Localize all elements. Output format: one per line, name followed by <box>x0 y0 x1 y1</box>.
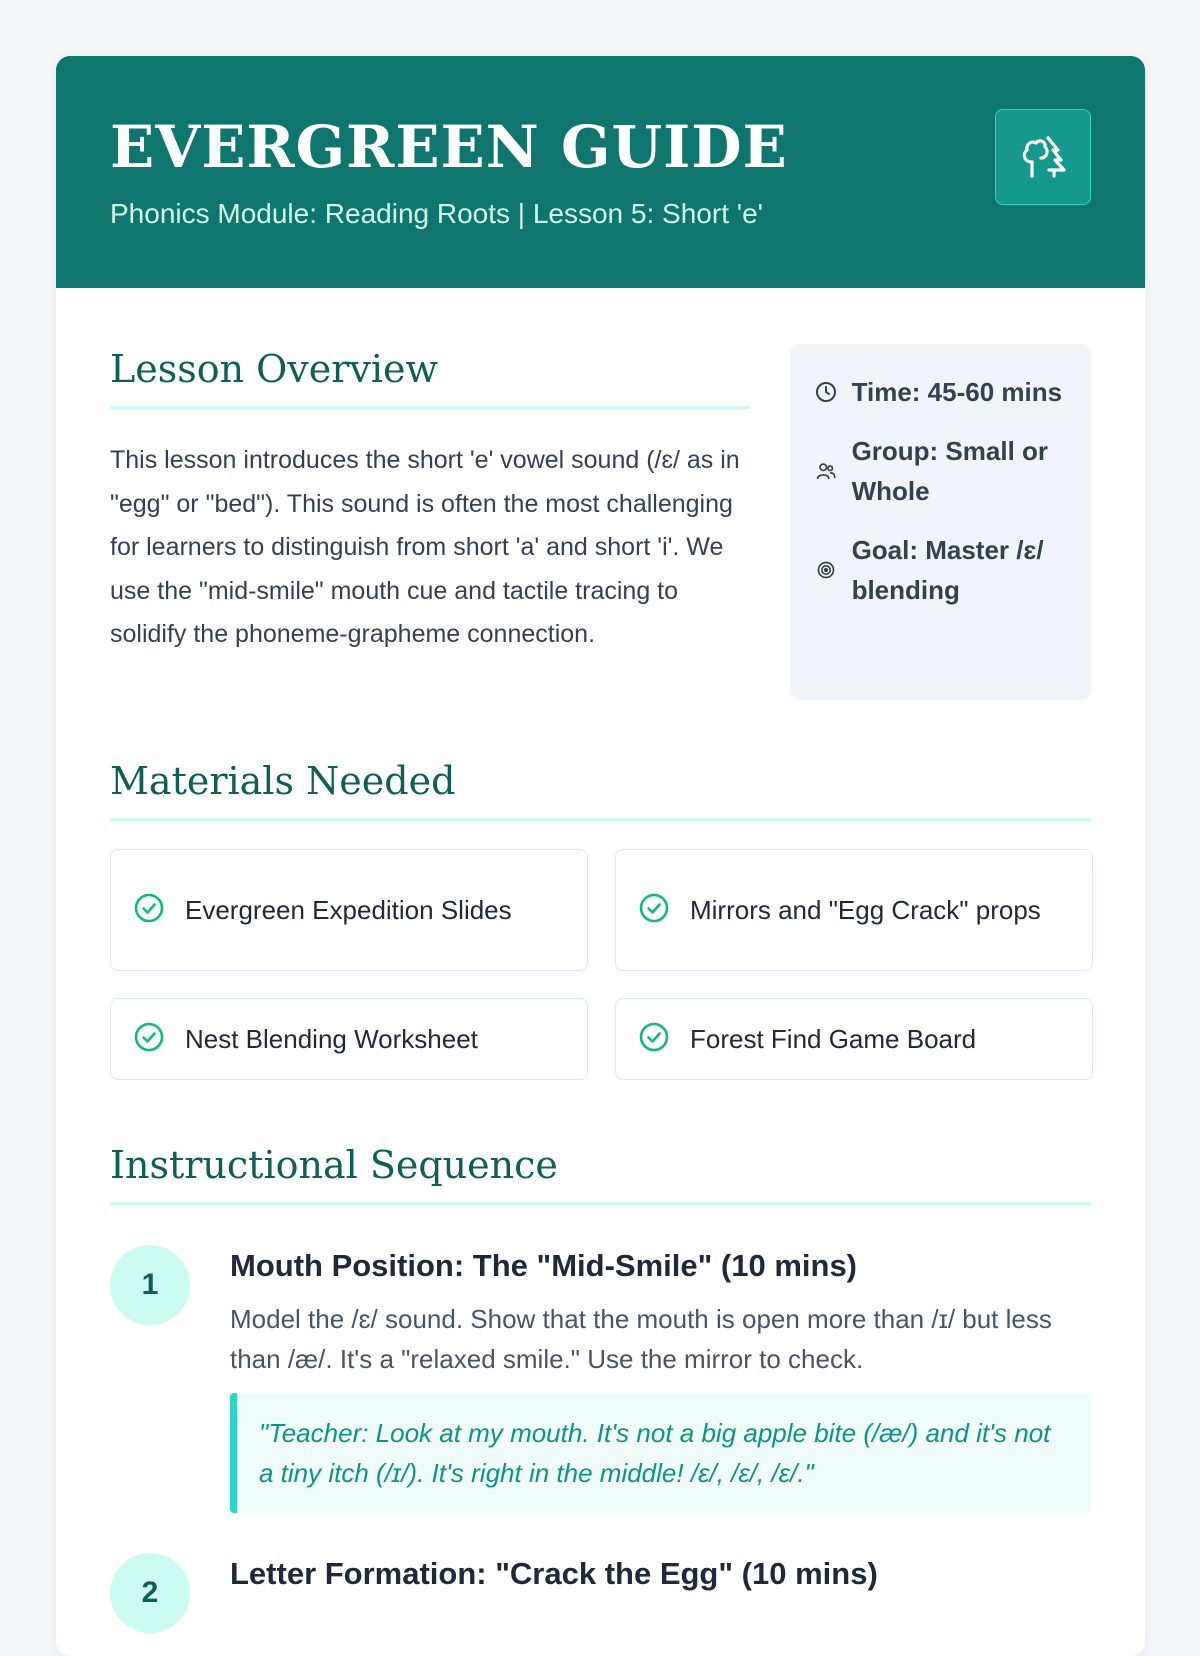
meta-group-text: Group: Small or Whole <box>851 436 1049 506</box>
overview-text: This lesson introduces the short 'e' vowel sound (/ɛ/ as in "egg" or "bed"). This sound is often the most challenging for learners to distinguish from short 'a' and short 'i'. We use the "mid-smile" mouth cue and tactile tracing to solidify the phoneme-grapheme connection. <box>110 446 740 648</box>
trees-icon <box>995 109 1091 205</box>
overview-section <box>110 344 750 700</box>
meta-goal-text: Goal: Master /ɛ/ blending <box>851 535 1044 605</box>
material-label: Forest Find Game Board <box>690 1024 977 1054</box>
step-content <box>230 1245 1091 1513</box>
material-label: Mirrors and "Egg Crack" props <box>690 895 1041 925</box>
lesson-meta-panel <box>790 344 1091 700</box>
step-number-badge: 2 <box>110 1553 190 1633</box>
users-icon <box>814 460 838 482</box>
check-circle-icon <box>133 892 165 929</box>
material-label: Evergreen Expedition Slides <box>185 895 512 925</box>
check-circle-icon <box>638 1021 670 1058</box>
materials-grid <box>110 849 1091 1080</box>
guide-title: EVERGREEN GUIDE <box>110 113 788 181</box>
material-item <box>110 849 588 971</box>
step-title: Letter Formation: "Crack the Egg" (10 mins) <box>230 1556 878 1591</box>
target-icon <box>814 560 838 580</box>
material-item <box>615 849 1093 971</box>
material-item <box>110 998 588 1080</box>
step-number-badge: 1 <box>110 1245 190 1325</box>
step-description: Model the /ɛ/ sound. Show that the mouth is open more than /ɪ/ but less than /æ/. It's a "relaxed smile." Use the mirror to check. <box>230 1304 1052 1374</box>
materials-heading: Materials Needed <box>110 756 1091 821</box>
material-item <box>615 998 1093 1080</box>
meta-time <box>814 372 1067 412</box>
meta-group <box>814 431 1067 511</box>
guide-header <box>56 56 1145 288</box>
meta-goal <box>814 530 1067 610</box>
materials-section <box>110 756 1091 1080</box>
material-label: Nest Blending Worksheet <box>185 1024 478 1054</box>
step-title: Mouth Position: The "Mid-Smile" (10 mins) <box>230 1248 858 1283</box>
sequence-section <box>110 1140 1091 1633</box>
clock-icon <box>814 380 838 404</box>
step-content <box>230 1553 1091 1633</box>
check-circle-icon <box>133 1021 165 1058</box>
overview-row <box>110 344 1091 700</box>
sequence-step <box>110 1245 1091 1513</box>
sequence-heading: Instructional Sequence <box>110 1140 1091 1205</box>
meta-time-text: Time: 45-60 mins <box>851 377 1063 407</box>
lesson-subtitle: Phonics Module: Reading Roots | Lesson 5: Short 'e' <box>110 198 764 229</box>
guide-body <box>56 288 1145 1633</box>
overview-heading: Lesson Overview <box>110 344 750 409</box>
teacher-script-quote: "Teacher: Look at my mouth. It's not a big apple bite (/æ/) and it's not a tiny itch (/ɪ/). It's right in the middle! /ɛ/, /ɛ/, /ɛ/." <box>230 1393 1091 1513</box>
sequence-step <box>110 1553 1091 1633</box>
check-circle-icon <box>638 892 670 929</box>
lesson-card <box>56 56 1145 1656</box>
